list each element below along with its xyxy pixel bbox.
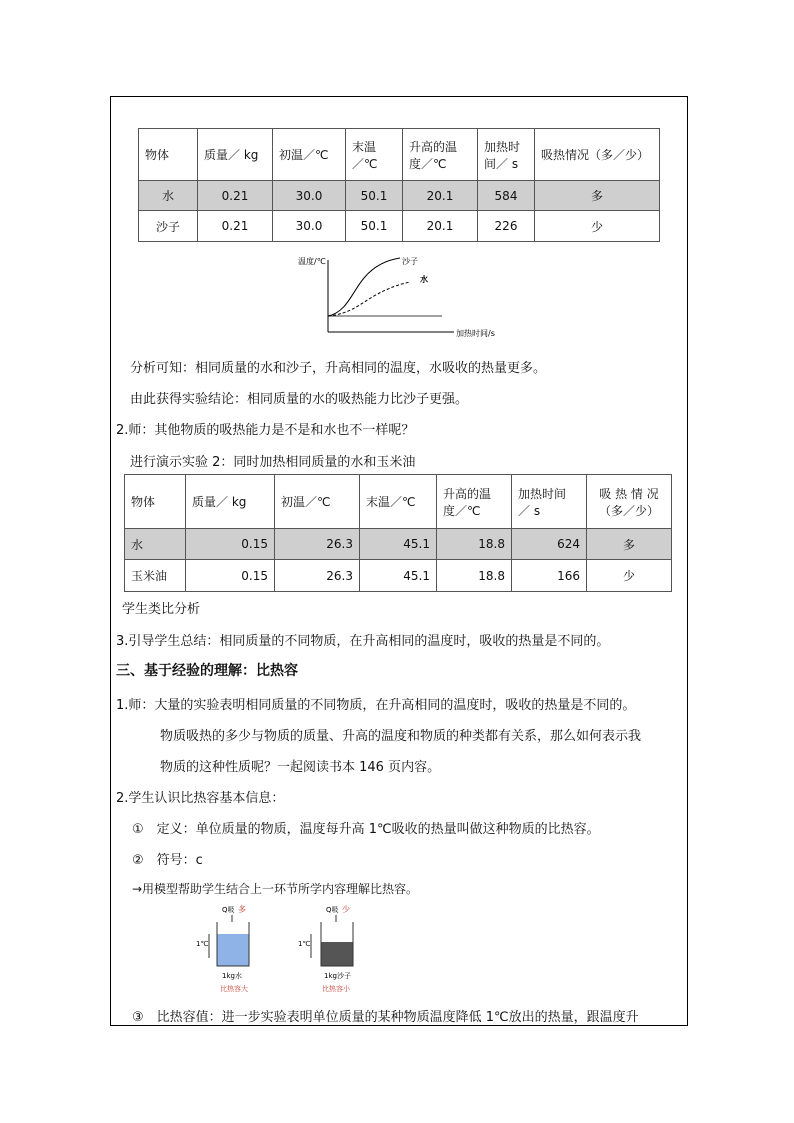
- table-header-line: （多／少）: [598, 503, 659, 518]
- table-cell: 20.1: [403, 181, 478, 211]
- table-header-line: 末温: [352, 139, 377, 154]
- table-row: [139, 211, 660, 242]
- table-header-line: ／℃: [352, 156, 378, 171]
- table-header-line: 升高的温: [443, 486, 492, 501]
- graph-xlabel: 加热时间/s: [456, 329, 495, 338]
- table-cell: 沙子: [139, 211, 198, 242]
- left-temp: 1℃: [196, 940, 209, 948]
- table-cell: 20.1: [403, 211, 478, 242]
- table-cell: 18.8: [437, 560, 512, 592]
- table-cell: 30.0: [273, 211, 346, 242]
- right-beaker-sand: [321, 942, 353, 966]
- paragraph-1-line-1: 1.师：大量的实验表明相同质量的不同物质，在升高相同的温度时，吸收的热量是不同的。: [116, 698, 636, 713]
- sand-curve: [328, 258, 400, 316]
- conclusion-text: 由此获得实验结论：相同质量的水的吸热能力比沙子更强。: [130, 392, 469, 407]
- right-q-label: Q吸: [326, 906, 339, 914]
- table-cell: 0.15: [186, 529, 275, 560]
- table-row: [125, 529, 672, 560]
- table-row: [125, 560, 672, 592]
- value-item: ③ 比热容值：进一步实验表明单位质量的某种物质温度降低 1℃放出的热量，跟温度升: [132, 1010, 639, 1025]
- left-q-label: Q吸: [222, 906, 235, 914]
- table-cell: 26.3: [275, 560, 360, 592]
- table-header-line: 升高的温: [409, 139, 458, 154]
- table-cell: 0.21: [198, 211, 273, 242]
- table-cell: 少: [587, 560, 672, 592]
- table-header: [587, 475, 672, 529]
- table-cell: 玉米油: [125, 560, 186, 592]
- table-header: 质量／ kg: [186, 475, 275, 529]
- table-header: 初温／℃: [275, 475, 360, 529]
- table-header-line: 度／℃: [409, 156, 447, 171]
- table-cell: 0.21: [198, 181, 273, 211]
- table-header-line: 加热时: [484, 139, 521, 154]
- graph-water-label: 水: [420, 275, 428, 284]
- table-cell: 45.1: [360, 560, 437, 592]
- table-cell: 226: [478, 211, 535, 242]
- left-beaker-water: [217, 934, 249, 966]
- table-header: 物体: [139, 129, 198, 181]
- right-amount: 少: [342, 905, 350, 914]
- table-header: 初温／℃: [273, 129, 346, 181]
- paragraph-1-line-3: 物质的这种性质呢？一起阅读书本 146 页内容。: [160, 760, 441, 775]
- table-header: [403, 129, 478, 181]
- summary-3: 3.引导学生总结：相同质量的不同物质，在升高相同的温度时，吸收的热量是不同的。: [116, 634, 610, 649]
- table-header: [437, 475, 512, 529]
- table-cell: 水: [125, 529, 186, 560]
- table-header: [346, 129, 403, 181]
- table-cell: 50.1: [346, 211, 403, 242]
- model-note: →用模型帮助学生结合上一环节所学内容理解比热容。: [132, 882, 419, 896]
- graph-ylabel: 温度/℃: [298, 257, 326, 266]
- table-water-sand: [138, 128, 660, 242]
- table-cell: 30.0: [273, 181, 346, 211]
- table-cell: 50.1: [346, 181, 403, 211]
- table-cell: 166: [512, 560, 587, 592]
- water-curve: [328, 282, 410, 316]
- question-2: 2.师：其他物质的吸热能力是不是和水也不一样呢？: [116, 423, 415, 438]
- symbol-item: ② 符号：c: [132, 853, 203, 868]
- table-header-line: 间／ s: [484, 156, 519, 171]
- paragraph-2: 2.学生认识比热容基本信息：: [116, 791, 285, 806]
- table-header-line: 度／℃: [443, 503, 481, 518]
- table-row: [139, 181, 660, 211]
- table-header-line: ／ s: [518, 503, 541, 518]
- left-amount: 多: [238, 905, 246, 914]
- table-header: 质量／ kg: [198, 129, 273, 181]
- table-header: [512, 475, 587, 529]
- definition-item: ① 定义：单位质量的物质，温度每升高 1℃吸收的热量叫做这种物质的比热容。: [132, 822, 600, 837]
- paragraph-1-line-2: 物质吸热的多少与物质的质量、升高的温度和物质的种类都有关系，那么如何表示我: [160, 729, 642, 744]
- left-beaker-label: 1kg水: [222, 972, 242, 980]
- left-beaker-note: 比热容大: [220, 985, 248, 993]
- table-header-line: 加热时间: [518, 486, 567, 501]
- table-cell: 0.15: [186, 560, 275, 592]
- table-header: 物体: [125, 475, 186, 529]
- table-cell: 多: [587, 529, 672, 560]
- table-cell: 18.8: [437, 529, 512, 560]
- right-beaker-label: 1kg沙子: [324, 972, 351, 980]
- table-header: 吸热情况（多／少）: [535, 129, 660, 181]
- table-header: [478, 129, 535, 181]
- specific-heat-model: [190, 900, 390, 1000]
- table-water-oil: [124, 474, 672, 592]
- right-temp: 1℃: [298, 940, 311, 948]
- demo-2-text: 进行演示实验 2：同时加热相同质量的水和玉米油: [130, 455, 416, 470]
- temperature-graph: [292, 252, 512, 344]
- table-header: 末温／℃: [360, 475, 437, 529]
- table-cell: 624: [512, 529, 587, 560]
- right-beaker-note: 比热容小: [322, 985, 350, 993]
- table-cell: 584: [478, 181, 535, 211]
- student-compare-text: 学生类比分析: [122, 602, 201, 617]
- table-cell: 多: [535, 181, 660, 211]
- table-cell: 少: [535, 211, 660, 242]
- section-3-heading: 三、基于经验的理解：比热容: [116, 663, 298, 679]
- table-cell: 水: [139, 181, 198, 211]
- table-cell: 26.3: [275, 529, 360, 560]
- graph-sand-label: 沙子: [402, 257, 418, 266]
- table-cell: 45.1: [360, 529, 437, 560]
- table-header-line: 吸 热 情 况: [599, 486, 659, 501]
- analysis-text: 分析可知：相同质量的水和沙子，升高相同的温度，水吸收的热量更多。: [130, 361, 547, 376]
